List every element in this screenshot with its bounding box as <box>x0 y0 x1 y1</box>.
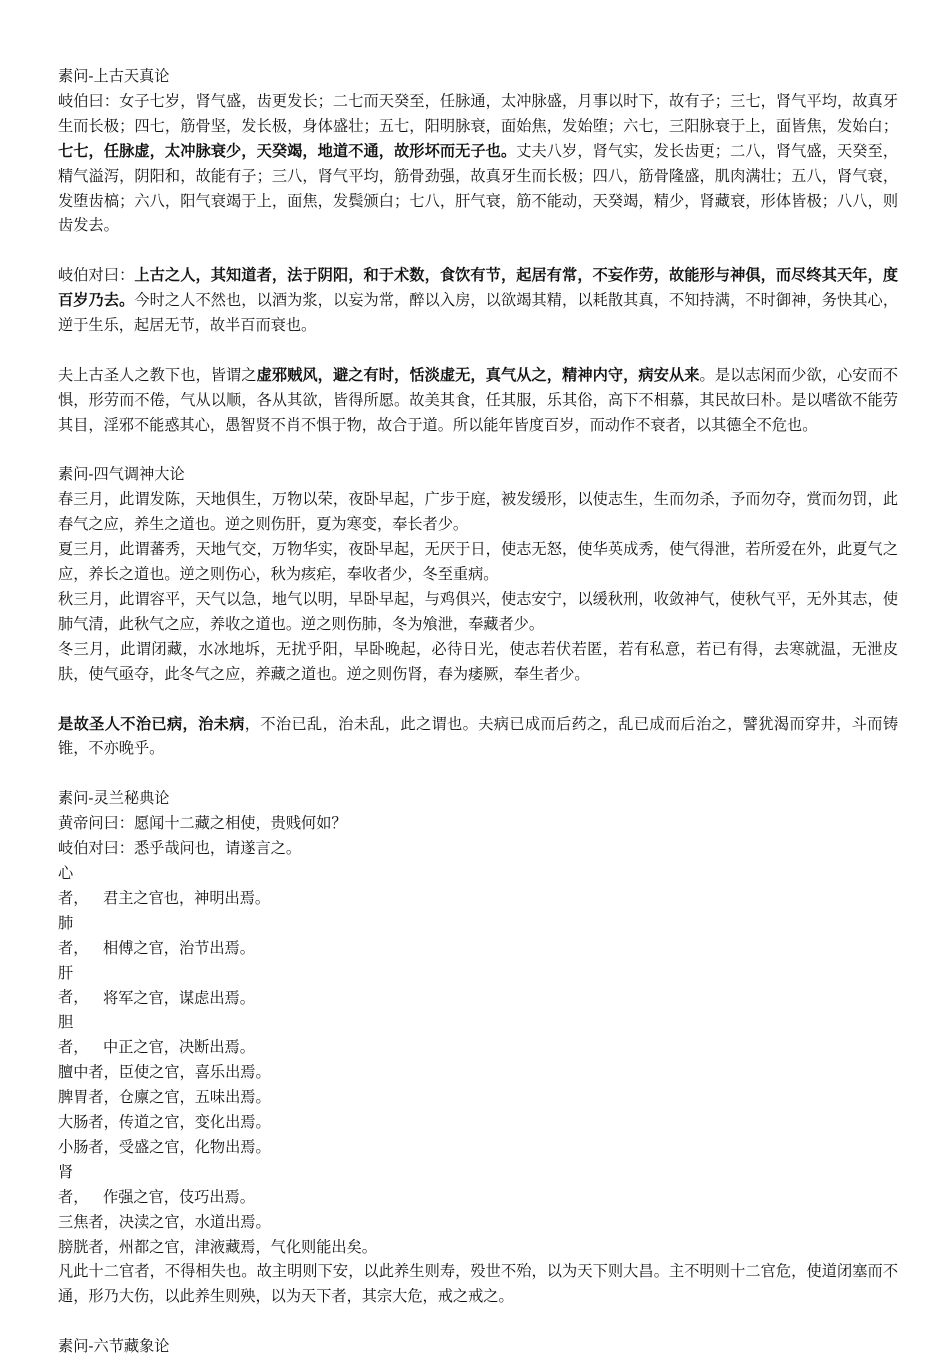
text-run: 丈夫八岁，肾气实，发长齿更；二八，肾气盛，天癸至，精气溢泻，阴阳和，故能有子；三八，肾气平均，筋骨劲强，故真牙生而长极；四八，筋骨隆盛，肌肉满壮；五八，肾气衰，发堕齿槁；六八，阳气衰竭于上，面焦，发鬓颁白；七八，肝气衰，筋不能动，天癸竭，精少，肾藏衰，形体皆极；八八，则齿发去。 <box>58 141 899 235</box>
paragraph-gap <box>58 238 898 263</box>
text-run: ，不治已乱，治未乱，此之谓也。夫病已成而后药之，乱已成而后治之，譬犹渴而穿井，斗而铸锥，不亦晚乎。 <box>58 714 898 758</box>
organ-line <box>58 911 898 961</box>
organ-line <box>58 1235 898 1260</box>
answer-line: 岐伯对曰：悉乎哉问也，请遂言之。 <box>58 839 301 858</box>
paragraph <box>58 263 898 338</box>
organ-line <box>58 1085 898 1110</box>
organ-name: 脾胃者， <box>58 1088 119 1107</box>
paragraph-gap <box>58 1309 898 1334</box>
paragraph <box>58 712 898 762</box>
organ-desc: 作强之官，伎巧出焉。 <box>103 1187 255 1206</box>
organ-line <box>58 861 898 911</box>
organ-desc: 传道之官，变化出焉。 <box>118 1112 271 1131</box>
text-run: 。是以志闲而少欲，心安而不惧，形劳而不倦，气从以顺，各从其欲，皆得所愿。故美其食，任其服，乐其俗，高下不相慕，其民故曰朴。是以嗜欲不能劳其目，淫邪不能惑其心，愚智贤不肖不惧于物，故合于道。所以能年皆度百岁，而动作不衰者，以其德全不危也。 <box>58 365 899 434</box>
paragraph-winter: 冬三月，此谓闭藏，水冰地坼，无扰乎阳，早卧晚起，必待日光，使志若伏若匿，若有私意，若已有得，去寒就温，无泄皮肤，使气亟夺，此冬气之应，养藏之道也。逆之则伤肾，春为痿厥，奉生者少。 <box>58 639 898 683</box>
paragraph-spring: 春三月，此谓发陈，天地俱生，万物以荣，夜卧早起，广步于庭，被发缓形，以使志生，生而勿杀，予而勿夺，赏而勿罚，此春气之应，养生之道也。逆之则伤肝，夏为寒变，奉长者少。 <box>58 490 898 534</box>
organ-desc: 臣使之官，喜乐出焉。 <box>118 1063 271 1082</box>
organ-name: 膻中者， <box>58 1063 119 1082</box>
bold-text-run: 是故圣人不治已病，治未病 <box>58 714 245 733</box>
organ-name: 三焦者， <box>58 1212 119 1231</box>
organ-name: 心者， <box>58 863 89 907</box>
organ-desc: 受盛之官，化物出焉。 <box>118 1137 271 1156</box>
organ-name: 肝者， <box>58 963 89 1007</box>
question-line: 黄帝问曰：愿闻十二藏之相使，贵贱何如？ <box>58 814 347 833</box>
paragraph-closing: 凡此十二官者，不得相失也。故主明则下安，以此养生则寿，殁世不殆，以为天下则大昌。主不明则十二官危，使道闭塞而不通，形乃大伤，以此养生则殃，以为天下者，其宗大危，戒之戒之。 <box>58 1262 898 1306</box>
organ-desc: 中正之官，决断出焉。 <box>103 1038 255 1057</box>
organ-line <box>58 1060 898 1085</box>
organ-line <box>58 1010 898 1060</box>
organ-name: 小肠者， <box>58 1137 119 1156</box>
section-title: 素问-上古天真论 <box>58 67 170 85</box>
text-run: 今时之人不然也，以酒为浆，以妄为常，醉以入房，以欲竭其精，以耗散其真，不知持满，不时御神，务快其心，逆于生乐，起居无节，故半百而衰也。 <box>58 291 899 335</box>
section-title: 素问-灵兰秘典论 <box>58 789 170 808</box>
paragraph <box>58 363 898 438</box>
organ-desc: 相傅之官，治节出焉。 <box>103 938 255 957</box>
organ-name: 肾者， <box>58 1162 89 1206</box>
organ-desc: 将军之官，谋虑出焉。 <box>103 988 255 1007</box>
text-run: 岐伯对曰： <box>58 266 135 285</box>
organ-name: 膀胱者， <box>58 1237 119 1256</box>
organ-line <box>58 1160 898 1210</box>
bold-text-run: 七七，任脉虚，太冲脉衰少，天癸竭，地道不通，故形坏而无子也。 <box>58 141 517 160</box>
organ-name: 大肠者， <box>58 1112 119 1131</box>
bold-text-run: 虚邪贼风，避之有时，恬淡虚无，真气从之，精神内守，病安从来 <box>256 365 700 384</box>
organ-line <box>58 961 898 1011</box>
organ-list <box>58 861 898 1260</box>
organ-desc: 仓廪之官，五味出焉。 <box>118 1088 271 1107</box>
organ-name: 胆者， <box>58 1013 89 1057</box>
paragraph-gap <box>58 438 898 463</box>
paragraph-gap <box>58 761 898 786</box>
paragraph <box>58 89 898 238</box>
paragraph-gap <box>58 687 898 712</box>
organ-line <box>58 1135 898 1160</box>
paragraph-gap <box>58 338 898 363</box>
section-title: 素问-六节藏象论 <box>58 1337 170 1356</box>
organ-line <box>58 1210 898 1235</box>
section-title: 素问-四气调神大论 <box>58 465 185 484</box>
organ-desc: 君主之官也，神明出焉。 <box>103 888 271 907</box>
organ-name: 肺者， <box>58 913 89 957</box>
text-run: 夫上古圣人之教下也，皆谓之 <box>58 365 257 384</box>
text-run: 岐伯曰：女子七岁，肾气盛，齿更发长；二七而天癸至，任脉通，太冲脉盛，月事以时下，故有子；三七，肾气平均，故真牙生而长极；四七，筋骨坚，发长极，身体盛壮；五七，阳明脉衰，面始焦，发始堕；六七，三阳脉衰于上，面皆焦，发始白； <box>58 91 898 135</box>
organ-desc: 决渎之官，水道出焉。 <box>118 1212 271 1231</box>
organ-desc: 州都之官，津液藏焉，气化则能出矣。 <box>118 1237 377 1256</box>
bold-text-run: 上古之人，其知道者，法于阴阳，和于术数，食饮有节，起居有常，不妄作劳，故能形与神俱，而尽终其天年，度百岁乃去。 <box>58 266 899 310</box>
organ-line <box>58 1110 898 1135</box>
paragraph-autumn: 秋三月，此谓容平，天气以急，地气以明，早卧早起，与鸡俱兴，使志安宁，以缓秋刑，收敛神气，使秋气平，无外其志，使肺气清，此秋气之应，养收之道也。逆之则伤肺，冬为飧泄，奉藏者少。 <box>58 589 898 633</box>
paragraph-summer: 夏三月，此谓蕃秀，天地气交，万物华实，夜卧早起，无厌于日，使志无怒，使华英成秀，使气得泄，若所爱在外，此夏气之应，养长之道也。逆之则伤心，秋为痎疟，奉收者少，冬至重病。 <box>58 540 898 584</box>
